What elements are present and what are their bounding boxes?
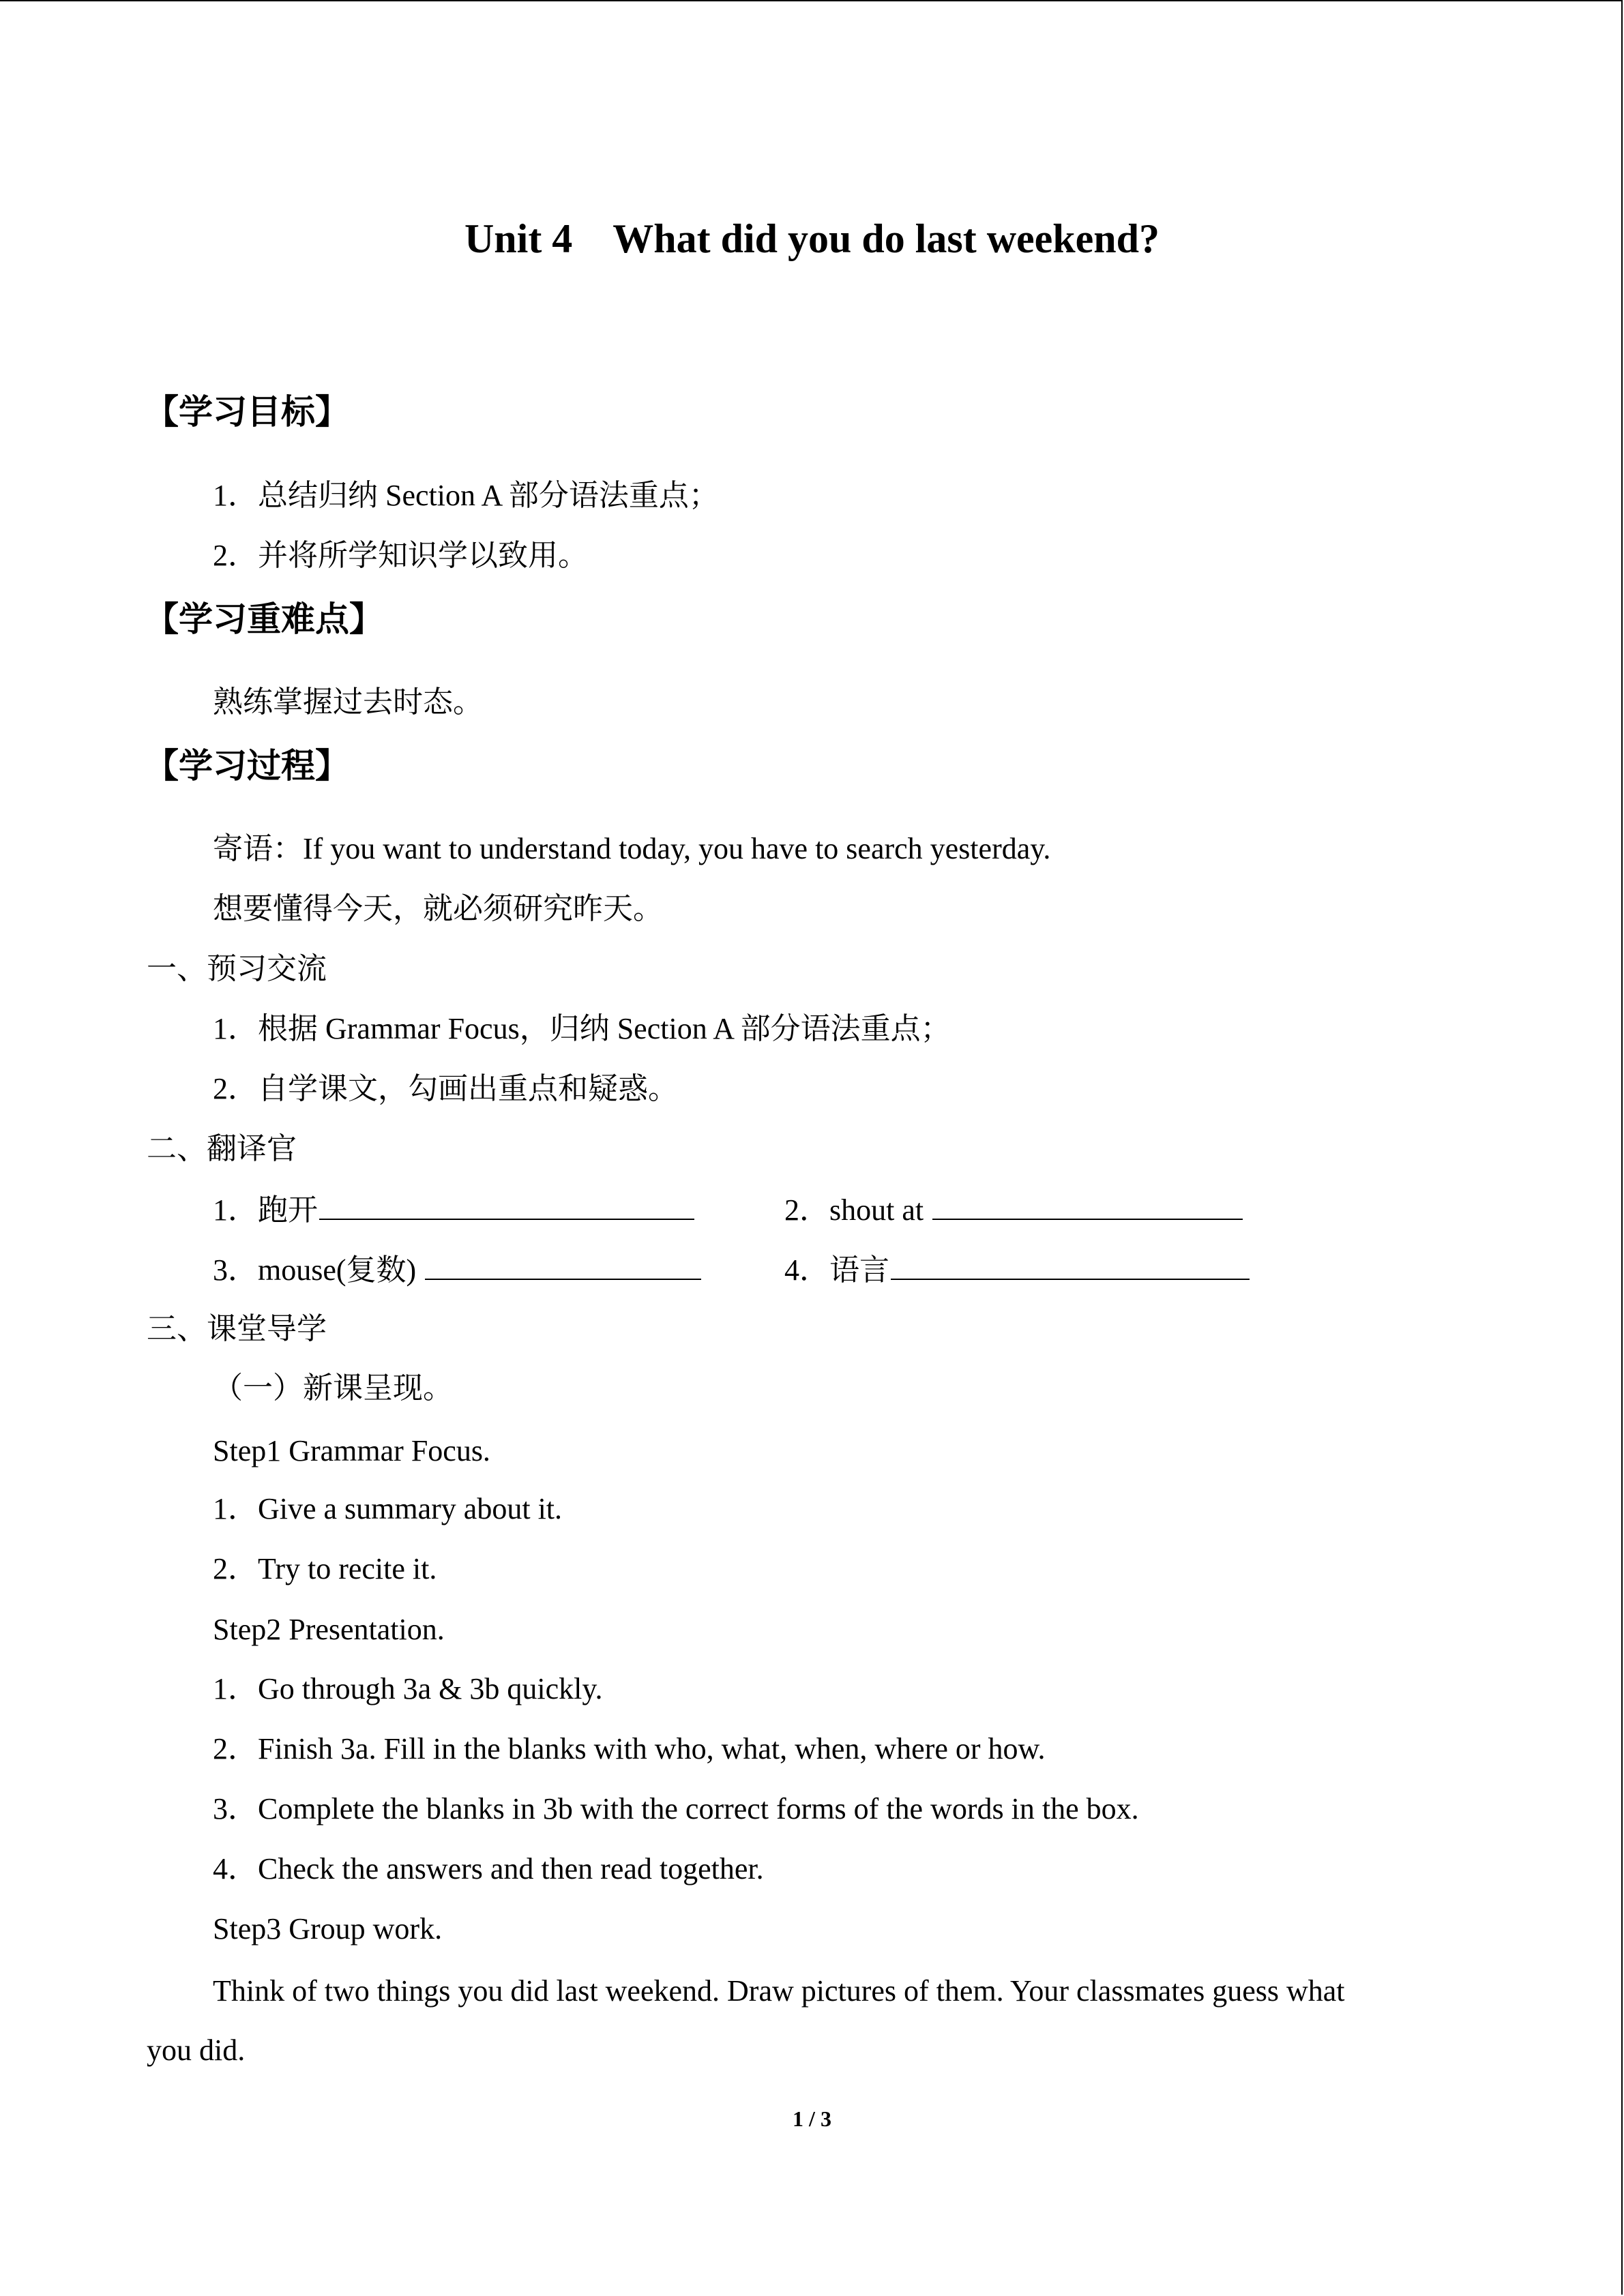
step2-title: Step2 Presentation. [213, 1613, 445, 1646]
translation-item-1: 1．跑开 [213, 1193, 318, 1227]
objective-item-1: 1．总结归纳 Section A 部分语法重点； [213, 479, 719, 512]
step2-item-3: 3．Complete the blanks in 3b with the correct forms of the words in the box. [213, 1792, 1139, 1825]
part2-title: 二、翻译官 [147, 1132, 297, 1165]
translation-row-2-left [213, 1249, 701, 1291]
translation-row-1-left [213, 1189, 694, 1231]
process-heading: 【学习过程】 [145, 746, 349, 786]
part1-item-1: 1．根据 Grammar Focus，归纳 Section A 部分语法重点； [213, 1012, 951, 1045]
translation-item-2: 2．shout at [784, 1193, 924, 1227]
page-title: Unit 4 What did you do last weekend? [464, 216, 1160, 261]
translation-item-4: 4．语言 [784, 1253, 889, 1287]
step3-title: Step3 Group work. [213, 1912, 443, 1945]
key-points-heading: 【学习重难点】 [145, 599, 383, 639]
motto-english: 寄语：If you want to understand today, you have to search yesterday. [213, 832, 1051, 865]
objectives-heading: 【学习目标】 [145, 392, 349, 432]
answer-blank-2[interactable] [932, 1189, 1243, 1220]
translation-row-1-right [784, 1189, 1243, 1231]
answer-blank-4[interactable] [891, 1249, 1250, 1280]
step3-text-line-1: Think of two things you did last weekend. Draw pictures of them. Your classmates guess what [213, 1974, 1345, 2008]
part1-item-2: 2．自学课文，勾画出重点和疑惑。 [213, 1072, 678, 1105]
translation-item-3: 3．mouse(复数) [213, 1253, 417, 1287]
step2-item-4: 4．Check the answers and then read together. [213, 1852, 764, 1885]
step2-item-1: 1．Go through 3a & 3b quickly. [213, 1672, 603, 1705]
translation-row-2-right [784, 1249, 1250, 1291]
answer-blank-1[interactable] [319, 1189, 694, 1220]
part3-title: 三、课堂导学 [147, 1312, 327, 1345]
step1-title: Step1 Grammar Focus. [213, 1434, 490, 1467]
step3-text-line-2: you did. [147, 2033, 246, 2067]
motto-chinese: 想要懂得今天，就必须研究昨天。 [213, 892, 663, 925]
page-number: 1 / 3 [793, 2106, 831, 2131]
step2-item-2: 2．Finish 3a. Fill in the blanks with who, what, when, where or how. [213, 1732, 1046, 1765]
part3-subtitle: （一）新课呈现。 [213, 1371, 453, 1405]
key-points-text: 熟练掌握过去时态。 [213, 685, 483, 719]
objective-item-2: 2．并将所学知识学以致用。 [213, 539, 588, 572]
part1-title: 一、预习交流 [147, 952, 327, 985]
step1-item-1: 1．Give a summary about it. [213, 1492, 563, 1525]
answer-blank-3[interactable] [425, 1249, 701, 1280]
step1-item-2: 2．Try to recite it. [213, 1552, 437, 1585]
